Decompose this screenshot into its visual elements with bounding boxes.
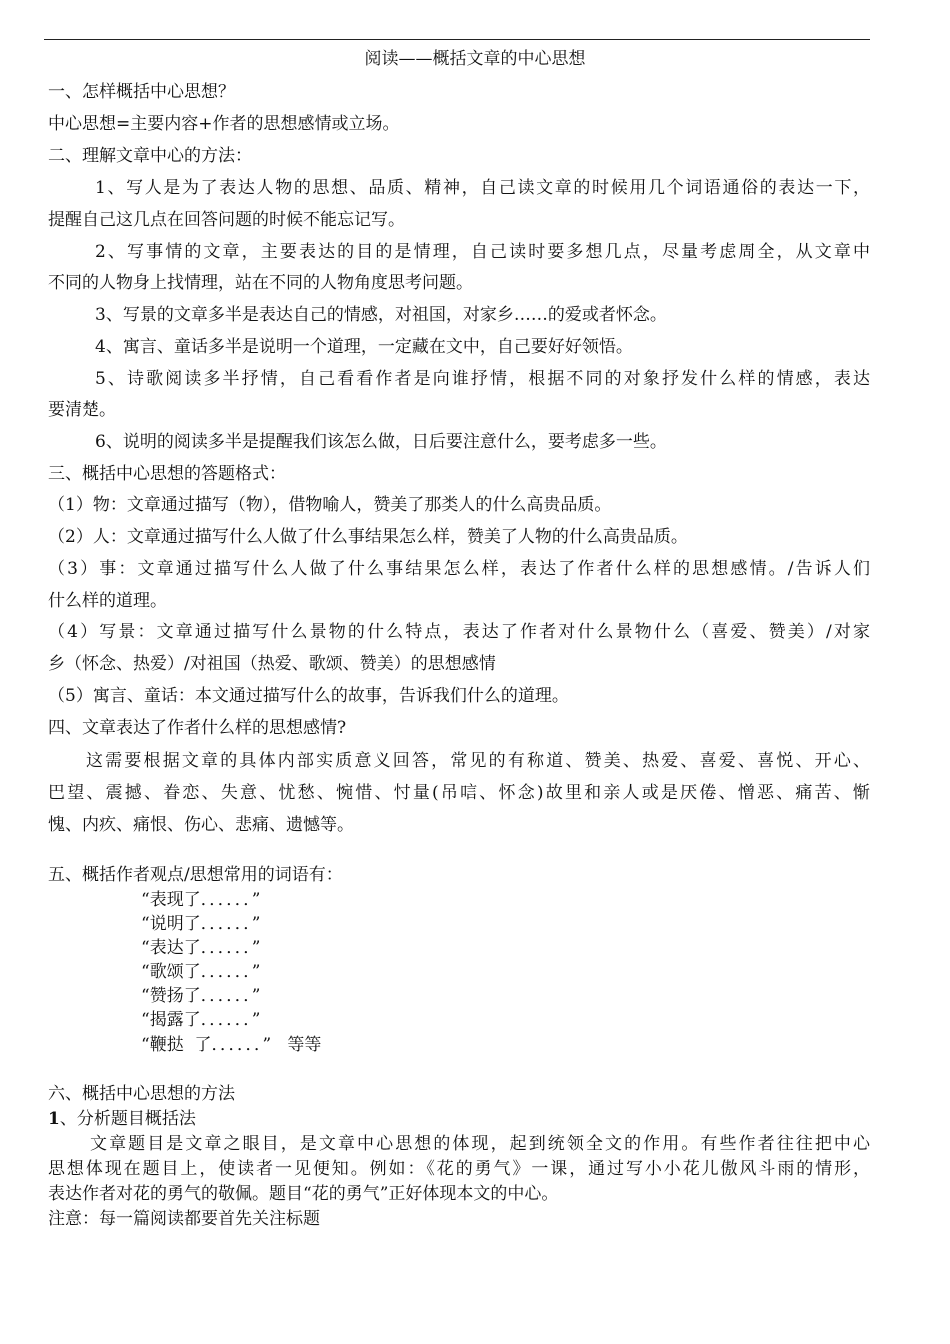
page-title: 阅读——概括文章的中心思想 xyxy=(364,49,586,69)
section-6-body-line-1: 文章题目是文章之眼目，是文章中心思想的体现，起到统领全文的作用。有些作者往往把中心 xyxy=(90,1134,870,1154)
section-5-heading: 五、概括作者观点/思想常用的词语有： xyxy=(48,865,343,885)
phrase-item: “揭露了．．．．．．” xyxy=(141,1010,261,1030)
section-3-format-4-line-1: （4）写景：文章通过描写什么景物的什么特点，表达了作者对什么景物什么（喜爱、赞美）/对家 xyxy=(48,622,870,642)
header-rule xyxy=(44,39,870,40)
section-3-format-2: （2）人：文章通过描写什么人做了什么事结果怎么样，赞美了人物的什么高贵品质。 xyxy=(48,527,688,547)
section-3-format-3-line-2: 什么样的道理。 xyxy=(48,591,167,611)
section-1-heading: 一、怎样概括中心思想？ xyxy=(48,82,235,102)
section-2-item-3: 3、写景的文章多半是表达自己的情感，对祖国，对家乡……的爱或者怀念。 xyxy=(95,305,667,325)
section-3-format-3-line-1: （3）事：文章通过描写什么人做了什么事结果怎么样，表达了作者什么样的思想感情。/告诉人们 xyxy=(48,559,870,579)
section-2-item-5-line-2: 要清楚。 xyxy=(48,400,116,420)
section-6-body-line-2: 思想体现在题目上，使读者一见便知。例如：《花的勇气》一课，通过写小小花儿傲风斗雨的情形， xyxy=(48,1159,870,1179)
section-2-item-1-line-1: 1、写人是为了表达人物的思想、品质、精神，自己读文章的时候用几个词语通俗的表达一下， xyxy=(95,178,870,198)
section-2-item-2-line-2: 不同的人物身上找情理，站在不同的人物角度思考问题。 xyxy=(48,273,473,293)
phrase-item: “表达了．．．．．．” xyxy=(141,938,261,958)
phrase-item: “歌颂了．．．．．．” xyxy=(141,962,261,982)
section-4-heading: 四、文章表达了作者什么样的思想感情? xyxy=(48,718,347,738)
phrase-item: “赞扬了．．．．．．” xyxy=(141,986,261,1006)
section-4-body-line-1: 这需要根据文章的具体内部实质意义回答，常见的有称道、赞美、热爱、喜爱、喜悦、开心、 xyxy=(86,751,870,771)
section-4-body-line-2: 巴望、震撼、眷恋、失意、忧愁、惋惜、忖量(吊唁、怀念)故里和亲人或是厌倦、憎恶、痛苦、惭 xyxy=(48,783,870,803)
section-3-format-1: （1）物：文章通过描写（物），借物喻人，赞美了那类人的什么高贵品质。 xyxy=(48,495,612,515)
phrase-item: “鞭挞 了．．．．．．” 等等 xyxy=(141,1035,322,1055)
subheading-number: 1 xyxy=(48,1109,60,1129)
section-6-body-line-3: 表达作者对花的勇气的敬佩。题目“花的勇气”正好体现本文的中心。 xyxy=(48,1184,559,1204)
section-1-body: 中心思想=主要内容+作者的思想感情或立场。 xyxy=(48,114,400,134)
section-3-format-5: （5）寓言、童话：本文通过描写什么的故事，告诉我们什么的道理。 xyxy=(48,686,569,706)
section-3-heading: 三、概括中心思想的答题格式： xyxy=(48,464,286,484)
phrase-item: “表现了．．．．．．” xyxy=(141,890,261,910)
section-2-heading: 二、理解文章中心的方法： xyxy=(48,146,252,166)
phrase-item: “说明了．．．．．．” xyxy=(141,914,261,934)
section-6-subheading xyxy=(48,1108,870,1130)
section-6-note: 注意：每一篇阅读都要首先关注标题 xyxy=(48,1209,320,1229)
section-2-item-4: 4、寓言、童话多半是说明一个道理，一定藏在文中，自己要好好领悟。 xyxy=(95,337,633,357)
section-2-item-5-line-1: 5、诗歌阅读多半抒情，自己看看作者是向谁抒情，根据不同的对象抒发什么样的情感，表达 xyxy=(95,369,870,389)
section-2-item-2-line-1: 2、写事情的文章，主要表达的目的是情理，自己读时要多想几点，尽量考虑周全，从文章中 xyxy=(95,242,870,262)
section-3-format-4-line-2: 乡（怀念、热爱）/对祖国（热爱、歌颂、赞美）的思想感情 xyxy=(48,654,496,674)
section-2-item-6: 6、说明的阅读多半是提醒我们该怎么做，日后要注意什么，要考虑多一些。 xyxy=(95,432,667,452)
section-6-heading: 六、概括中心思想的方法 xyxy=(48,1084,235,1104)
section-4-body-line-3: 愧、内疚、痛恨、伤心、悲痛、遗憾等。 xyxy=(48,815,354,835)
subheading-text: 、分析题目概括法 xyxy=(59,1109,196,1129)
section-2-item-1-line-2: 提醒自己这几点在回答问题的时候不能忘记写。 xyxy=(48,210,405,230)
